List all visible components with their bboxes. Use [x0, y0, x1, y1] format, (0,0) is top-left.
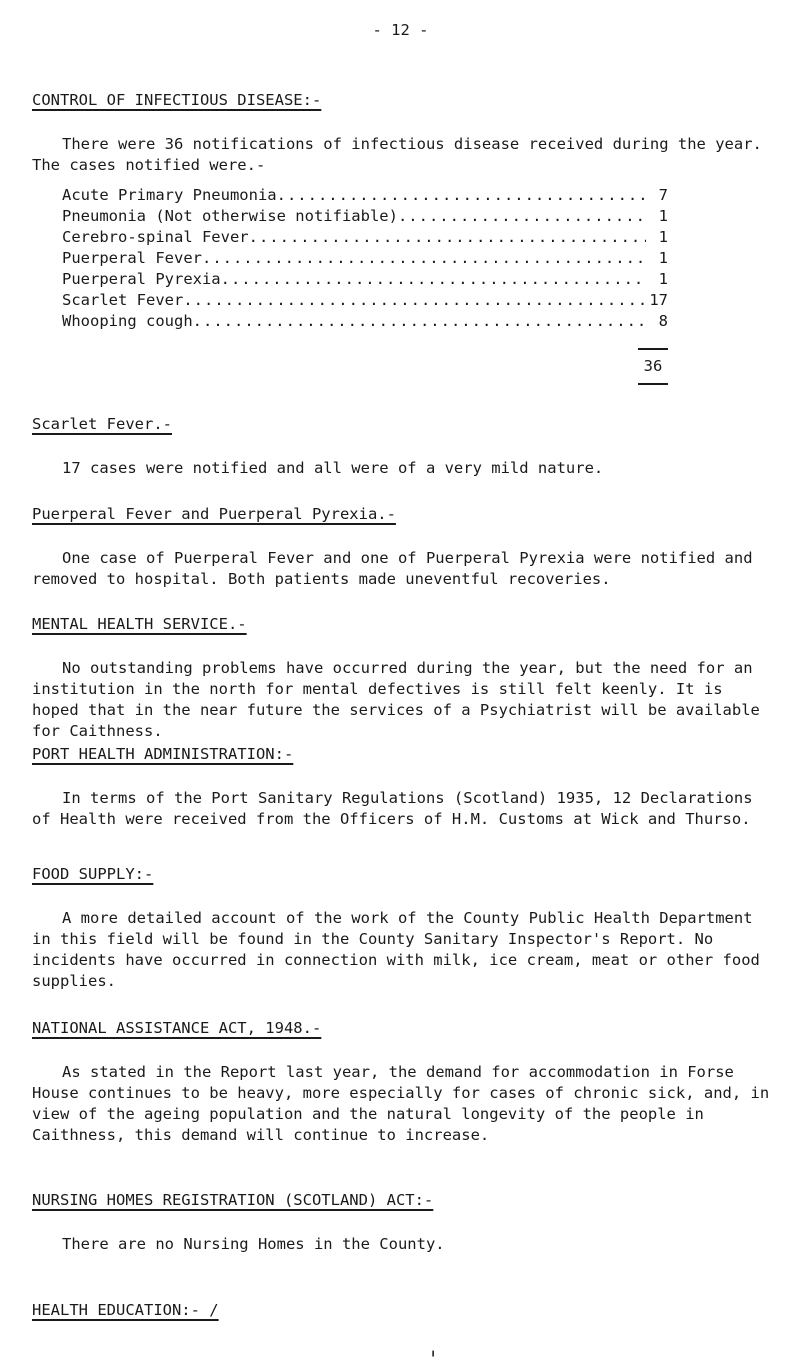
total-rule-bottom — [638, 383, 668, 385]
food-text: A more detailed account of the work of the County Public Health Department in this field will be found in the County Sanitary Inspector's Report. No incidents have occurred in connection with milk, ice cream, meat or other food supplies. — [32, 909, 760, 990]
list-item — [62, 311, 668, 332]
dot-leader — [398, 206, 646, 227]
health-education-heading: HEALTH EDUCATION:- / — [32, 1301, 219, 1319]
total-count: 36 — [643, 357, 663, 375]
control-heading-block — [32, 90, 771, 111]
port-heading: PORT HEALTH ADMINISTRATION:- — [32, 745, 294, 763]
food-heading-block — [32, 864, 771, 885]
disease-count: 1 — [658, 207, 668, 225]
list-item — [62, 185, 668, 206]
puerperal-text-block — [32, 548, 771, 590]
dot-leader — [249, 227, 646, 248]
dot-leader — [277, 185, 646, 206]
nursing-heading-block — [32, 1190, 771, 1211]
mental-heading-block — [32, 614, 771, 635]
national-heading: NATIONAL ASSISTANCE ACT, 1948.- — [32, 1019, 322, 1037]
health-education-block — [32, 1300, 771, 1321]
control-intro: There were 36 notifications of infectious disease received during the year. The cases notified were.- — [32, 135, 762, 174]
mental-heading: MENTAL HEALTH SERVICE.- — [32, 615, 247, 633]
list-item — [62, 227, 668, 248]
mental-text-block — [32, 658, 771, 742]
control-intro-block — [32, 134, 771, 176]
list-item — [62, 248, 668, 269]
national-heading-block — [32, 1018, 771, 1039]
dot-leader — [221, 269, 646, 290]
page-number: - 12 - — [372, 21, 429, 39]
port-text-block — [32, 788, 771, 830]
list-item — [62, 206, 668, 227]
nursing-text-block — [32, 1234, 771, 1255]
list-item — [62, 269, 668, 290]
control-heading: CONTROL OF INFECTIOUS DISEASE:- — [32, 91, 322, 109]
national-text-block — [32, 1062, 771, 1146]
nursing-text: There are no Nursing Homes in the County. — [62, 1235, 445, 1253]
disease-count: 17 — [649, 291, 668, 309]
food-text-block — [32, 908, 771, 992]
puerperal-text: One case of Puerperal Fever and one of Puerperal Pyrexia were notified and removed to hospital. Both patients made uneventful recoveries. — [32, 549, 753, 588]
disease-count: 1 — [658, 249, 668, 267]
food-heading: FOOD SUPPLY:- — [32, 865, 154, 883]
scan-mark: ╹ — [430, 1352, 437, 1363]
scarlet-heading: Scarlet Fever.- — [32, 415, 172, 433]
scarlet-heading-block — [32, 414, 771, 435]
disease-name: Puerperal Pyrexia — [62, 270, 221, 288]
notifications-list — [62, 185, 668, 332]
disease-name: Puerperal Fever — [62, 249, 202, 267]
disease-count: 7 — [658, 186, 668, 204]
disease-name: Whooping cough — [62, 312, 193, 330]
disease-count: 1 — [658, 228, 668, 246]
total-rule-top — [638, 348, 668, 350]
dot-leader — [193, 311, 646, 332]
dot-leader — [183, 290, 646, 311]
puerperal-heading: Puerperal Fever and Puerperal Pyrexia.- — [32, 505, 396, 523]
disease-name: Pneumonia (Not otherwise notifiable) — [62, 207, 398, 225]
disease-count: 8 — [658, 312, 668, 330]
disease-count: 1 — [658, 270, 668, 288]
disease-name: Cerebro-spinal Fever — [62, 228, 249, 246]
total-block — [638, 348, 668, 385]
scarlet-text: 17 cases were notified and all were of a very mild nature. — [62, 459, 604, 477]
port-text: In terms of the Port Sanitary Regulations (Scotland) 1935, 12 Declarations of Health were received from the Officers of H.M. Customs at Wick and Thurso. — [32, 789, 753, 828]
scarlet-text-block — [32, 458, 771, 479]
disease-name: Scarlet Fever — [62, 291, 184, 309]
disease-name: Acute Primary Pneumonia — [62, 186, 277, 204]
puerperal-heading-block — [32, 504, 771, 525]
port-heading-block — [32, 744, 771, 765]
nursing-heading: NURSING HOMES REGISTRATION (SCOTLAND) ACT:- — [32, 1191, 434, 1209]
dot-leader — [202, 248, 646, 269]
national-text: As stated in the Report last year, the demand for accommodation in Forse House continues to be heavy, more especially for cases of chronic sick, and, in view of the ageing population and the natural longevity of the people in Caithness, this demand will continue to increase. — [32, 1063, 770, 1144]
list-item — [62, 290, 668, 311]
mental-text: No outstanding problems have occurred during the year, but the need for an institution in the north for mental defectives is still felt keenly. It is hoped that in the near future the services of a Psychiatrist will be available for Caithness. — [32, 659, 760, 740]
